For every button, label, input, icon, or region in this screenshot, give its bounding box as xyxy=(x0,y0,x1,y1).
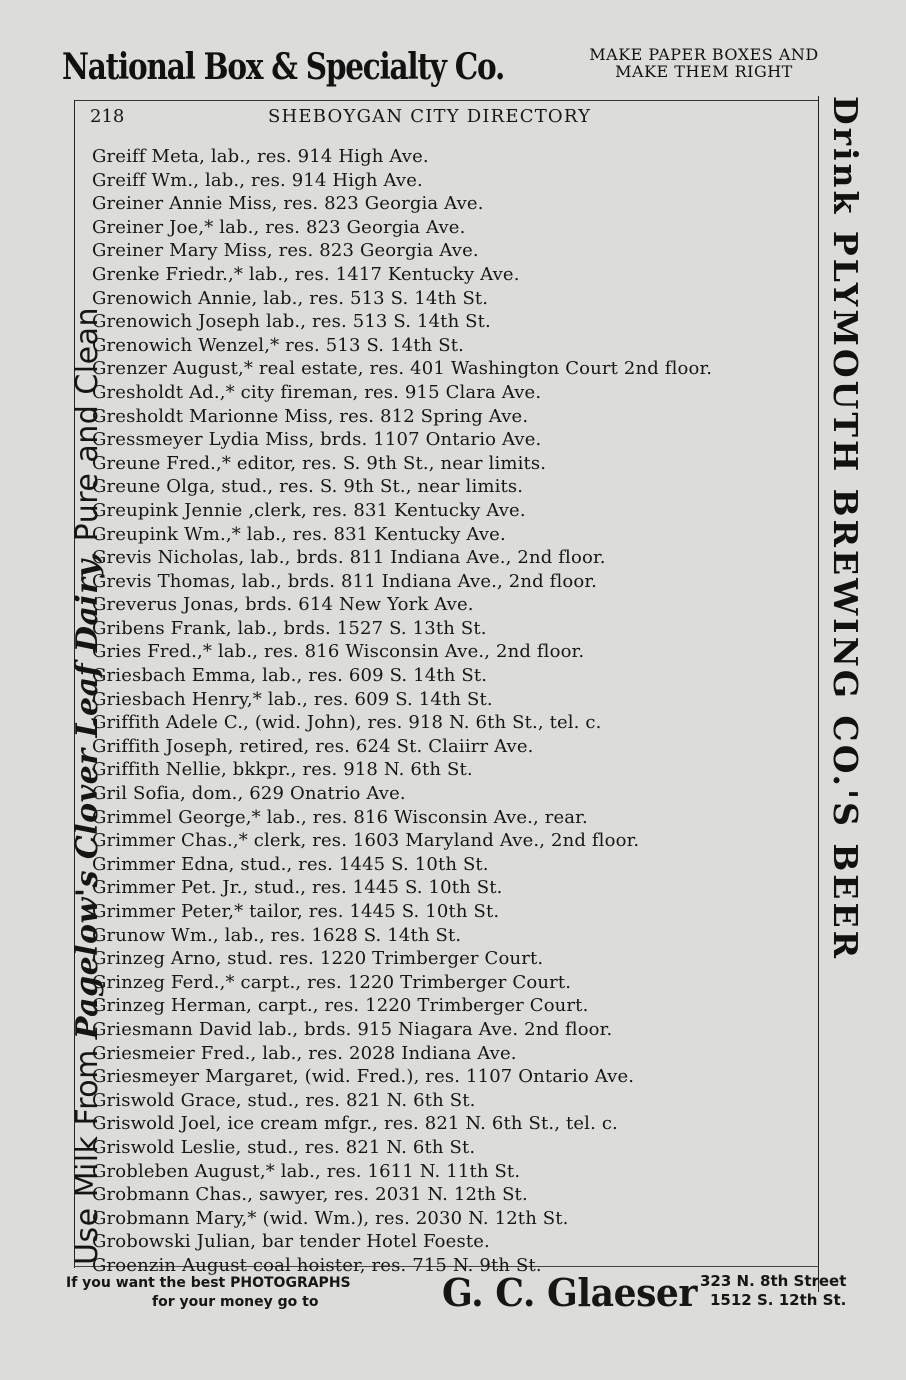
bottom-ad-address2: 1512 S. 12th St. xyxy=(710,1291,847,1309)
directory-entry: Gribens Frank, lab., brds. 1527 S. 13th St. xyxy=(92,617,487,639)
directory-entry: Grenowich Wenzel,* res. 513 S. 14th St. xyxy=(92,334,464,356)
directory-entry: Griesmann David lab., brds. 915 Niagara Ave. 2nd floor. xyxy=(92,1018,613,1040)
directory-entry: Grimmel George,* lab., res. 816 Wisconsin Ave., rear. xyxy=(92,806,588,828)
directory-entry: Gries Fred.,* lab., res. 816 Wisconsin Ave., 2nd floor. xyxy=(92,641,585,663)
bottom-advertisement xyxy=(66,1270,866,1320)
top-ad-slogan-line2: MAKE THEM RIGHT xyxy=(615,62,793,81)
directory-entry: Greiner Joe,* lab., res. 823 Georgia Ave. xyxy=(92,216,466,238)
directory-entry: Greiff Meta, lab., res. 914 High Ave. xyxy=(92,146,429,167)
bottom-ad-line2: for your money go to xyxy=(152,1294,319,1310)
directory-entry: Grimmer Edna, stud., res. 1445 S. 10th St. xyxy=(92,853,489,875)
directory-entry: Griesmeier Fred., lab., res. 2028 Indiana Ave. xyxy=(92,1042,517,1064)
directory-entry: Griswold Joel, ice cream mfgr., res. 821 N. 6th St., tel. c. xyxy=(92,1113,618,1135)
directory-entry: Greupink Jennie ,clerk, res. 831 Kentucky Ave. xyxy=(92,499,526,521)
directory-entry: Grobmann Mary,* (wid. Wm.), res. 2030 N. 12th St. xyxy=(92,1207,569,1229)
directory-entry: Greupink Wm.,* lab., res. 831 Kentucky Ave. xyxy=(92,523,506,545)
right-margin-advertisement: Drink PLYMOUTH BREWING CO.'S BEER xyxy=(826,96,865,962)
bottom-ad-address1: 323 N. 8th Street xyxy=(700,1272,847,1290)
directory-entry: Grobmann Chas., sawyer, res. 2031 N. 12th St. xyxy=(92,1184,528,1206)
top-ad-slogan xyxy=(554,46,854,80)
directory-entry: Groenzin August coal hoister, res. 715 N. 9th St. xyxy=(92,1254,542,1276)
directory-entry: Grobleben August,* lab., res. 1611 N. 11th St. xyxy=(92,1160,521,1182)
directory-entry: Grevis Thomas, lab., brds. 811 Indiana Ave., 2nd floor. xyxy=(92,570,598,592)
directory-entry: Grenzer August,* real estate, res. 401 Washington Court 2nd floor. xyxy=(92,358,713,380)
directory-entry: Griesbach Emma, lab., res. 609 S. 14th St. xyxy=(92,665,488,687)
frame-top-rule xyxy=(74,100,819,101)
bottom-ad-studio-name: G. C. Glaeser xyxy=(442,1270,697,1315)
directory-entry: Griesmeyer Margaret, (wid. Fred.), res. 1107 Ontario Ave. xyxy=(92,1066,635,1088)
directory-entry: Griffith Joseph, retired, res. 624 St. Claiirr Ave. xyxy=(92,735,534,757)
directory-entry: Griswold Grace, stud., res. 821 N. 6th St. xyxy=(92,1089,476,1111)
directory-entry: Grinzeg Herman, carpt., res. 1220 Trimberger Court. xyxy=(92,995,589,1017)
directory-entries xyxy=(92,145,822,1278)
directory-entry: Grimmer Chas.,* clerk, res. 1603 Maryland Ave., 2nd floor. xyxy=(92,830,640,852)
page-title: SHEBOYGAN CITY DIRECTORY xyxy=(268,106,592,127)
bottom-ad-tagline xyxy=(66,1274,351,1312)
directory-entry: Grenowich Joseph lab., res. 513 S. 14th St. xyxy=(92,311,491,333)
directory-entry: Griffith Nellie, bkkpr., res. 918 N. 6th St. xyxy=(92,759,473,781)
bottom-ad-line1: If you want the best PHOTOGRAPHS xyxy=(66,1275,351,1291)
directory-entry: Gril Sofia, dom., 629 Onatrio Ave. xyxy=(92,783,406,805)
directory-entry: Griesbach Henry,* lab., res. 609 S. 14th St. xyxy=(92,688,493,710)
directory-entry: Grobowski Julian, bar tender Hotel Foeste. xyxy=(92,1231,490,1253)
directory-entry: Greune Fred.,* editor, res. S. 9th St., near limits. xyxy=(92,452,547,474)
directory-entry: Greiner Mary Miss, res. 823 Georgia Ave. xyxy=(92,240,479,262)
directory-entry: Gresholdt Marionne Miss, res. 812 Spring Ave. xyxy=(92,405,529,427)
left-ad-part3: Pure and Clean xyxy=(70,307,105,552)
directory-entry: Greiff Wm., lab., res. 914 High Ave. xyxy=(92,169,423,191)
directory-entry: Griffith Adele C., (wid. John), res. 918 N. 6th St., tel. c. xyxy=(92,712,602,734)
directory-entry: Grimmer Peter,* tailor, res. 1445 S. 10th St. xyxy=(92,901,500,922)
directory-entry: Gressmeyer Lydia Miss, brds. 1107 Ontario Ave. xyxy=(92,429,542,451)
directory-entry: Greiner Annie Miss, res. 823 Georgia Ave. xyxy=(92,193,484,215)
left-ad-dairy-name: Pagelow's Clover Leaf Dairy, xyxy=(70,551,105,1040)
directory-entry: Grenke Friedr.,* lab., res. 1417 Kentucky Ave. xyxy=(92,263,520,285)
directory-entry: Greverus Jonas, brds. 614 New York Ave. xyxy=(92,594,474,616)
page-header xyxy=(90,106,670,130)
directory-entry: Grinzeg Ferd.,* carpt., res. 1220 Trimberger Court. xyxy=(92,971,572,993)
directory-entry: Grenowich Annie, lab., res. 513 S. 14th St. xyxy=(92,287,489,309)
top-ad-company: National Box & Specialty Co. xyxy=(62,46,505,88)
bottom-ad-addresses xyxy=(700,1272,870,1310)
directory-entry: Greune Olga, stud., res. S. 9th St., near limits. xyxy=(92,476,524,498)
directory-entry: Grimmer Pet. Jr., stud., res. 1445 S. 10th St. xyxy=(92,877,503,899)
left-ad-part1: Use Milk From xyxy=(70,1039,105,1265)
directory-entry: Gresholdt Ad.,* city fireman, res. 915 Clara Ave. xyxy=(92,381,542,403)
directory-entry: Grinzeg Arno, stud. res. 1220 Trimberger Court. xyxy=(92,948,544,970)
directory-entry: Griswold Leslie, stud., res. 821 N. 6th St. xyxy=(92,1136,476,1158)
directory-entry: Grunow Wm., lab., res. 1628 S. 14th St. xyxy=(92,924,462,946)
page-number: 218 xyxy=(90,106,125,127)
top-ad-slogan-line1: MAKE PAPER BOXES AND xyxy=(589,45,819,64)
directory-entry: Grevis Nicholas, lab., brds. 811 Indiana Ave., 2nd floor. xyxy=(92,547,606,569)
top-advertisement xyxy=(62,40,862,96)
